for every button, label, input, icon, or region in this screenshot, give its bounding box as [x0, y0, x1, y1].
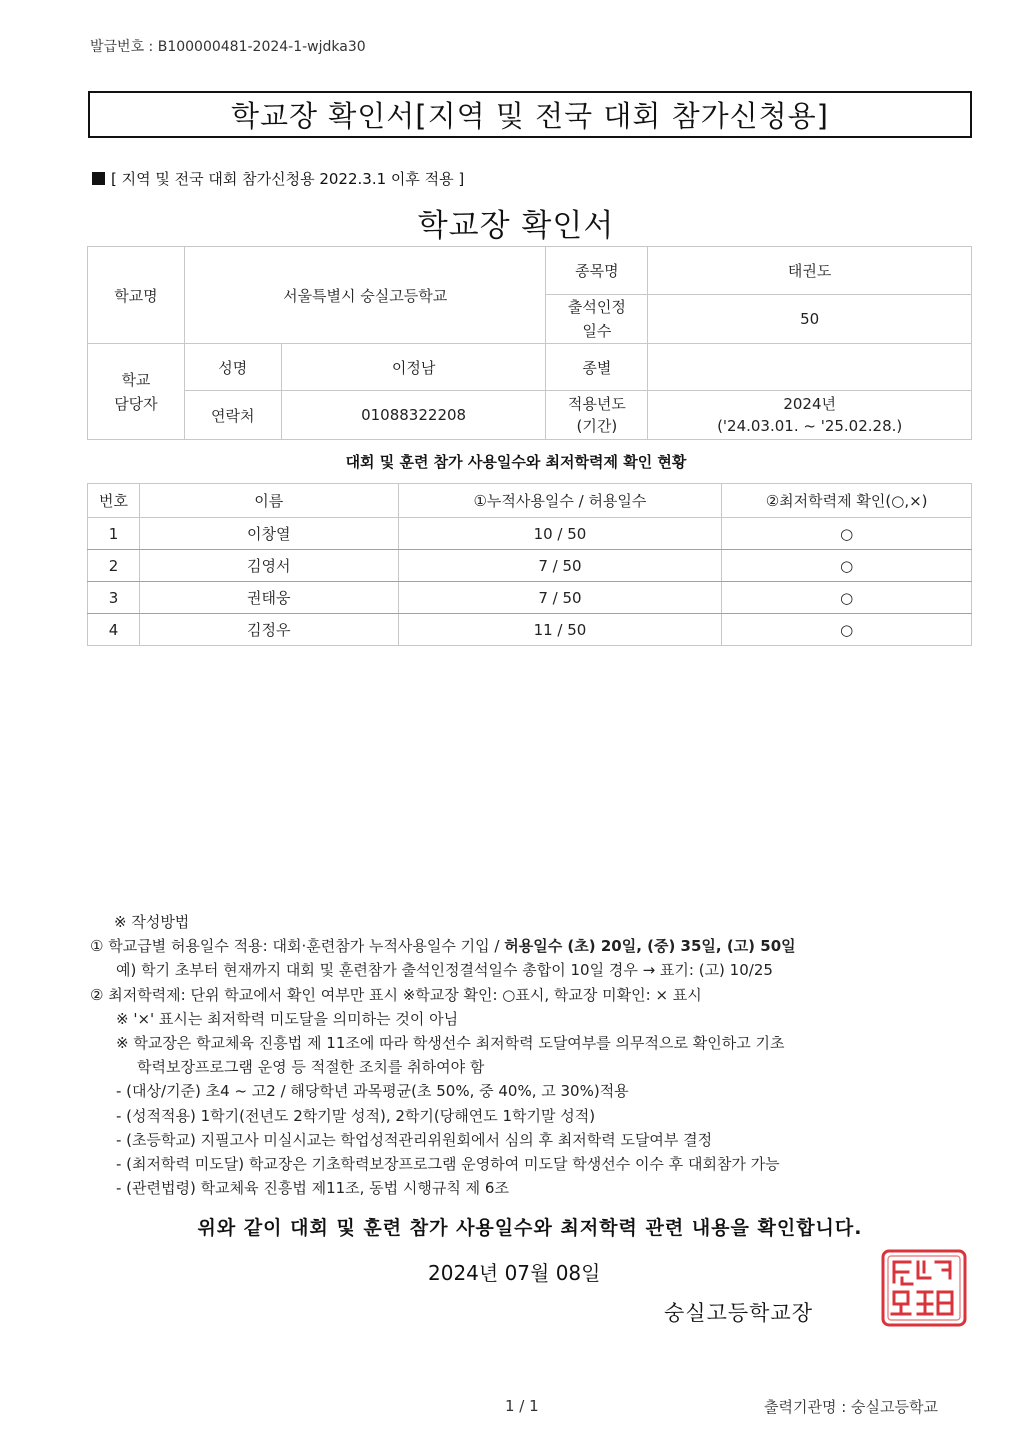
status-header-row: [88, 484, 972, 518]
note-line: ※ 학교장은 학교체육 진흥법 제 11조에 따라 학생선수 최저학력 도달여부를 의무적으로 확인하고 기초: [116, 1034, 785, 1053]
note-line: - (최저학력 미도달) 학교장은 기초학력보장프로그램 운영하여 미도달 학생선수 이수 후 대회참가 가능: [116, 1155, 780, 1174]
event-label: 종목명: [546, 247, 648, 295]
issue-date: 2024년 07월 08일: [428, 1261, 601, 1285]
col-days: ①누적사용일수 / 허용일수: [398, 484, 722, 518]
col-number: 번호: [88, 484, 140, 518]
row-name: 김영서: [139, 550, 398, 582]
table-row: [88, 518, 972, 550]
table-row: [88, 550, 972, 582]
page-indicator: 1 / 1: [505, 1397, 539, 1415]
col-name: 이름: [139, 484, 398, 518]
school-label: 학교명: [88, 247, 185, 344]
issue-number: 발급번호 : B100000481-2024-1-wjdka30: [90, 39, 366, 55]
name-label: 성명: [184, 344, 281, 391]
notes-heading: ※ 작성방법: [114, 913, 190, 931]
row-check: ○: [722, 582, 972, 614]
note-line: 예) 학기 초부터 현재까지 대회 및 훈련참가 출석인정결석일수 총합이 10일 경우 → 표기: (고) 10/25: [116, 961, 773, 980]
note-line: - (초등학교) 지필고사 미실시교는 학업성적관리위원회에서 심의 후 최저학력 도달여부 결정: [116, 1130, 713, 1149]
row-days: 11 / 50: [398, 614, 722, 646]
event-value: 태권도: [648, 247, 972, 295]
school-seal-stamp: [880, 1248, 968, 1328]
confirmation-statement: 위와 같이 대회 및 훈련 참가 사용일수와 최저학력 관련 내용을 확인합니다.: [197, 1217, 863, 1239]
principal-signature-line: 숭실고등학교장: [664, 1301, 814, 1325]
note-line: ※ '×' 표시는 최저학력 미도달을 의미하는 것이 아님: [116, 1009, 459, 1028]
row-name: 권태웅: [139, 582, 398, 614]
note-line: 학력보장프로그램 운영 등 적절한 조치를 취하여야 함: [137, 1058, 485, 1077]
note-line: - (대상/기준) 초4 ~ 고2 / 해당학년 과목평균(초 50%, 중 40%, 고 30%)적용: [116, 1082, 629, 1101]
row-number: 2: [88, 550, 140, 582]
year-label: 적용년도 (기간): [546, 391, 648, 440]
attendance-label: 출석인정 일수: [546, 295, 648, 344]
row-days: 7 / 50: [398, 550, 722, 582]
row-days: 10 / 50: [398, 518, 722, 550]
note-line: ① 학교급별 허용일수 적용: 대회·훈련참가 누적사용일수 기입 / 허용일수 (초) 20일, (중) 35일, (고) 50일: [90, 937, 796, 956]
writing-instructions: [90, 910, 796, 1200]
row-number: 1: [88, 518, 140, 550]
note-emphasis: 허용일수 (초) 20일, (중) 35일, (고) 50일: [504, 937, 796, 956]
square-bullet-icon: [92, 172, 105, 185]
table-row: [88, 614, 972, 646]
row-number: 3: [88, 582, 140, 614]
row-number: 4: [88, 614, 140, 646]
staff-label: 학교 담당자: [88, 344, 185, 440]
contact-label: 연락처: [184, 391, 281, 440]
subnote-text: [ 지역 및 전국 대회 참가신청용 2022.3.1 이후 적용 ]: [111, 170, 465, 188]
school-value: 서울특별시 숭실고등학교: [184, 247, 546, 344]
issuing-organization: 출력기관명 : 숭실고등학교: [764, 1398, 938, 1416]
category-label: 종별: [546, 344, 648, 391]
row-check: ○: [722, 518, 972, 550]
row-name: 이창열: [139, 518, 398, 550]
subnote: [92, 168, 464, 189]
name-value: 이정남: [281, 344, 546, 391]
contact-value: 01088322208: [281, 391, 546, 440]
attendance-value: 50: [648, 295, 972, 344]
row-days: 7 / 50: [398, 582, 722, 614]
note-line: - (성적적용) 1학기(전년도 2학기말 성적), 2학기(당해연도 1학기말 성적): [116, 1106, 596, 1125]
title-box: 학교장 확인서[지역 및 전국 대회 참가신청용]: [88, 91, 972, 138]
document-title: 학교장 확인서: [417, 208, 615, 244]
col-check: ②최저학력제 확인(○,×): [722, 484, 972, 518]
note-line: ② 최저학력제: 단위 학교에서 확인 여부만 표시 ※학교장 확인: ○표시, 학교장 미확인: × 표시: [90, 985, 702, 1004]
row-check: ○: [722, 614, 972, 646]
row-name: 김정우: [139, 614, 398, 646]
category-value: [648, 344, 972, 391]
note-line: - (관련법령) 학교체육 진흥법 제11조, 동법 시행규칙 제 6조: [116, 1179, 509, 1198]
status-table: [87, 483, 972, 646]
table-row: [88, 582, 972, 614]
row-check: ○: [722, 550, 972, 582]
year-value: 2024년 ('24.03.01. ~ '25.02.28.): [648, 391, 972, 440]
status-section-title: 대회 및 훈련 참가 사용일수와 최저학력제 확인 현황: [345, 453, 687, 471]
info-table: [87, 246, 972, 440]
